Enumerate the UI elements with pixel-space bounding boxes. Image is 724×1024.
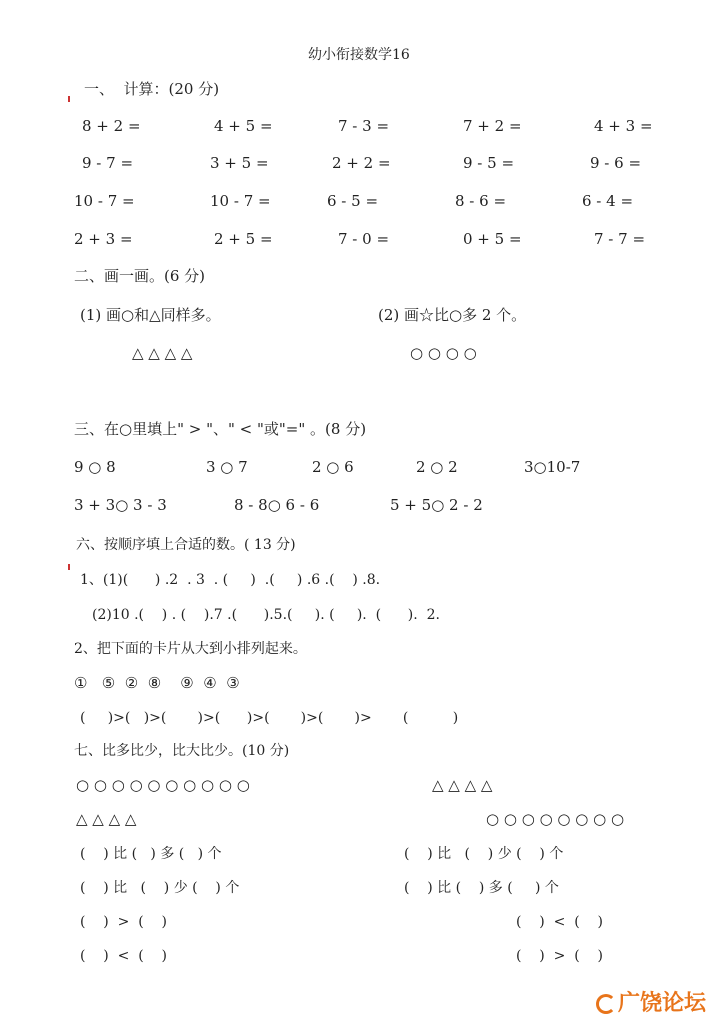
logo-g-icon	[596, 994, 616, 1014]
calc-item: 4 + 5 =	[214, 117, 273, 135]
calc-item: 9 - 5 =	[463, 154, 515, 172]
compare-item: 3 ○ 7	[206, 458, 248, 476]
triangle-row: △ △ △ △	[432, 776, 493, 794]
sequence-line-2: (2)10 .( ) . ( ).7 .( ).5.( ). ( ). ( ). 2.	[92, 607, 440, 623]
circle-row: ○ ○ ○ ○ ○ ○ ○ ○	[486, 810, 625, 828]
circle-shapes: ○ ○ ○ ○	[410, 344, 477, 362]
watermark-logo	[596, 986, 706, 1017]
calc-item: 7 - 3 =	[338, 117, 390, 135]
calc-item: 6 - 5 =	[327, 192, 379, 210]
calc-item: 7 - 7 =	[594, 230, 646, 248]
calc-item: 6 - 4 =	[582, 192, 634, 210]
calc-item: 0 + 5 =	[463, 230, 522, 248]
calc-item: 9 - 7 =	[82, 154, 134, 172]
calc-item: 2 + 2 =	[332, 154, 391, 172]
compare-sentence: ( ) > ( )	[516, 948, 603, 964]
card-numbers: ① ⑤ ② ⑧ ⑨ ④ ③	[74, 674, 240, 692]
section7-heading: 七、比多比少，比大比少。(10 分)	[74, 743, 290, 759]
compare-sentence: ( ) 比 ( ) 多 ( ) 个	[80, 846, 222, 862]
calc-item: 7 - 0 =	[338, 230, 390, 248]
page-title: 幼小衔接数学16	[308, 47, 410, 63]
margin-mark	[68, 96, 70, 102]
compare-item: 2 ○ 2	[416, 458, 458, 476]
section2-q2: (2) 画☆比○多 2 个。	[378, 306, 527, 324]
circle-row: ○ ○ ○ ○ ○ ○ ○ ○ ○ ○	[76, 776, 250, 794]
section2-heading: 二、画一画。(6 分)	[74, 267, 206, 285]
compare-item: 2 ○ 6	[312, 458, 354, 476]
section1-heading: 一、 计算：(20 分)	[84, 80, 220, 98]
margin-mark	[68, 564, 70, 570]
calc-item: 8 + 2 =	[82, 117, 141, 135]
compare-sentence: ( ) < ( )	[80, 948, 167, 964]
section2-q1: (1) 画○和△同样多。	[80, 306, 221, 324]
compare-item: 9 ○ 8	[74, 458, 116, 476]
calc-item: 2 + 3 =	[74, 230, 133, 248]
calc-item: 7 + 2 =	[463, 117, 522, 135]
compare-sentence: ( ) 比 ( ) 多 ( ) 个	[404, 880, 559, 896]
card-order-answer: ( )>( )>( )>( )>( )>( )> ( )	[80, 710, 459, 726]
calc-item: 9 - 6 =	[590, 154, 642, 172]
compare-sentence: ( ) 比 ( ) 少 ( ) 个	[404, 846, 564, 862]
watermark-text: 广饶论坛	[618, 991, 707, 1016]
sequence-line-1: 1、(1)( ) .2 . 3 . ( ) .( ) .6 .( ) .8.	[80, 572, 381, 588]
calc-item: 2 + 5 =	[214, 230, 273, 248]
compare-sentence: ( ) > ( )	[80, 914, 167, 930]
section6-heading: 六、按顺序填上合适的数。( 13 分)	[76, 537, 296, 553]
compare-item: 3 + 3○ 3 - 3	[74, 496, 167, 514]
calc-item: 10 - 7 =	[74, 192, 135, 210]
triangle-shapes: △ △ △ △	[132, 344, 193, 362]
compare-sentence: ( ) < ( )	[516, 914, 603, 930]
calc-item: 4 + 3 =	[594, 117, 653, 135]
calc-item: 3 + 5 =	[210, 154, 269, 172]
section6-q2: 2、把下面的卡片从大到小排列起来。	[74, 641, 307, 657]
compare-item: 8 - 8○ 6 - 6	[234, 496, 320, 514]
triangle-row: △ △ △ △	[76, 810, 137, 828]
calc-item: 10 - 7 =	[210, 192, 271, 210]
compare-sentence: ( ) 比 ( ) 少 ( ) 个	[80, 880, 240, 896]
compare-item: 5 + 5○ 2 - 2	[390, 496, 483, 514]
compare-item: 3○10-7	[524, 458, 581, 476]
section3-heading: 三、在○里填上" > "、" < "或"=" 。(8 分)	[74, 420, 367, 438]
calc-item: 8 - 6 =	[455, 192, 507, 210]
